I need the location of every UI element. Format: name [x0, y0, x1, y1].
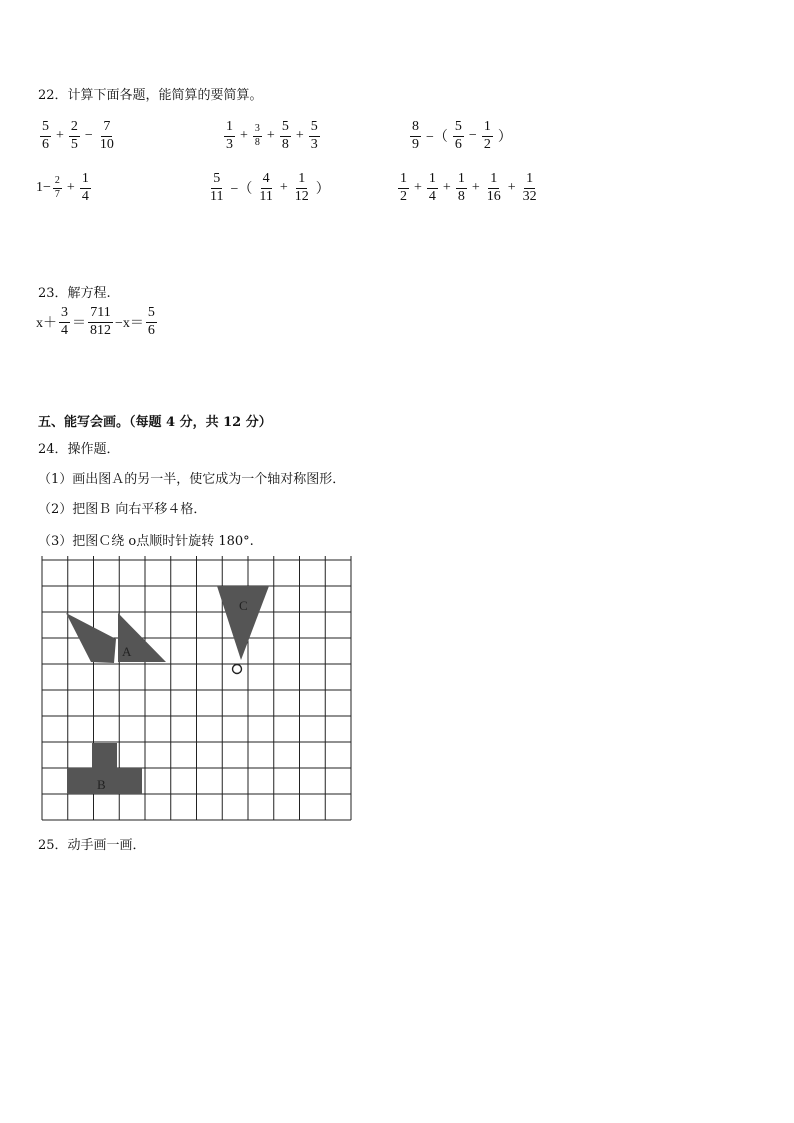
fraction: $\frac{4}{11}$	[259, 171, 273, 204]
fraction: $\frac{8}{9}$	[412, 119, 419, 152]
q24-item-2: （2）把图Ｂ 向右平移４格．	[38, 502, 207, 517]
q22-expr-6: $\frac{1}{2}$ + $\frac{1}{4}$ + $\frac{1}{8}$ + $\frac{1}{16}$ + $\frac{1}{32}$	[400, 171, 537, 204]
fraction: $\frac{2}{5}$	[70, 119, 78, 152]
q23-equation: x＋ $\frac{3}{4}$ ＝ $\frac{711}{812}$ −x＝ $\frac{5}{6}$	[36, 305, 155, 338]
fraction: $\frac{2}{7}$	[54, 175, 60, 200]
grid-figure	[41, 556, 353, 822]
q22-expr-5: $\frac{5}{11}$ −（ $\frac{4}{11}$ + $\frac{1}{12}$ ）	[210, 171, 330, 204]
q24-item-3: （3）把图Ｃ绕 o点顺时针旋转 180°.	[38, 534, 254, 549]
fraction: $\frac{5}{3}$	[310, 119, 318, 152]
fraction: $\frac{1}{4}$	[428, 171, 436, 204]
fraction: $\frac{1}{12}$	[294, 171, 309, 204]
fraction: $\frac{1}{4}$	[81, 171, 89, 204]
fraction: $\frac{5}{6}$	[454, 119, 462, 152]
fraction: $\frac{1}{16}$	[486, 171, 501, 204]
rotation-point-o	[233, 665, 242, 674]
fraction: $\frac{5}{6}$	[147, 305, 155, 338]
q22-expr-3: $\frac{8}{9}$ −（ $\frac{5}{6}$ − $\frac{1}{2}$ ）	[412, 119, 512, 152]
fraction: $\frac{711}{812}$	[90, 305, 111, 338]
fraction: $\frac{3}{8}$	[254, 123, 260, 148]
fraction: $\frac{1}{8}$	[457, 171, 465, 204]
fraction: $\frac{7}{10}$	[99, 119, 114, 152]
q23-title: 23．解方程.	[38, 286, 111, 301]
q25-title: 25．动手画一画．	[38, 838, 146, 853]
q22-expr-1: $\frac{5}{6}$ + $\frac{2}{5}$ − $\frac{7}{10}$	[42, 119, 114, 152]
fraction: $\frac{5}{8}$	[281, 119, 289, 152]
fraction: $\frac{1}{32}$	[522, 171, 537, 204]
q24-item-1: （1）画出图Ａ的另一半，使它成为一个轴对称图形．	[38, 472, 346, 487]
grid-svg	[41, 556, 353, 822]
q22-expr-2: $\frac{1}{3}$ + $\frac{3}{8}$ + $\frac{5}{8}$ + $\frac{5}{3}$	[226, 119, 318, 152]
fraction: $\frac{1}{3}$	[226, 119, 233, 152]
fraction: $\frac{1}{2}$	[483, 119, 491, 152]
q22-expr-4: 1− $\frac{2}{7}$ + $\frac{1}{4}$	[36, 171, 89, 204]
q24-title: 24．操作题．	[38, 442, 120, 457]
section-5-title: 五、能写会画。（每题 4 分，共 12 分）	[38, 415, 272, 430]
shape-c-label: C	[239, 598, 248, 613]
fraction: $\frac{5}{6}$	[42, 119, 49, 152]
fraction: $\frac{3}{4}$	[61, 305, 68, 338]
shape-b-label: B	[97, 777, 106, 792]
fraction: $\frac{1}{2}$	[400, 171, 407, 204]
fraction: $\frac{5}{11}$	[210, 171, 224, 204]
shape-a-label: A	[122, 644, 132, 659]
q22-title: 22．计算下面各题，能简算的要简算。	[38, 88, 263, 103]
